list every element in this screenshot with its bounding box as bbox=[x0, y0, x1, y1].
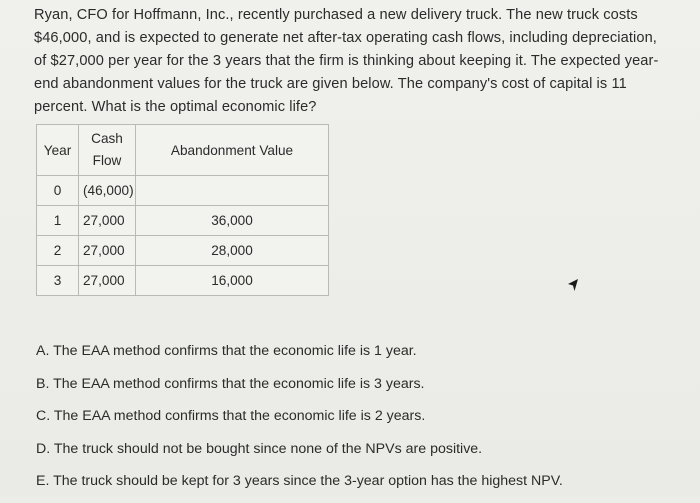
cell-cash-flow: 27,000 bbox=[79, 266, 136, 296]
question-line: end abandonment values for the truck are given below. The company's cost of capital is 11 bbox=[34, 76, 627, 92]
answer-options bbox=[36, 340, 563, 503]
option-a[interactable]: A. The EAA method confirms that the economic life is 1 year. bbox=[36, 343, 417, 359]
question-line: $46,000, and is expected to generate net after-tax operating cash flows, including depreciation, bbox=[34, 30, 657, 46]
cell-year: 2 bbox=[37, 236, 79, 266]
header-abandonment-value: Abandonment Value bbox=[136, 125, 329, 176]
header-year: Year bbox=[37, 125, 79, 176]
header-cash-line1: Cash bbox=[91, 131, 123, 146]
cell-cash-flow: (46,000) bbox=[79, 176, 136, 206]
table-row bbox=[37, 206, 329, 236]
table-row bbox=[37, 176, 329, 206]
cell-year: 3 bbox=[37, 266, 79, 296]
table-row bbox=[37, 266, 329, 296]
table-header-row bbox=[37, 125, 329, 176]
header-cash-flow bbox=[79, 125, 136, 176]
table-row bbox=[37, 236, 329, 266]
cell-abandonment bbox=[136, 176, 329, 206]
cell-year: 0 bbox=[37, 176, 79, 206]
question-text bbox=[34, 4, 674, 119]
header-cash-line2: Flow bbox=[92, 153, 122, 168]
option-d[interactable]: D. The truck should not be bought since none of the NPVs are positive. bbox=[36, 440, 483, 457]
cell-abandonment: 28,000 bbox=[136, 236, 329, 266]
option-b[interactable]: B. The EAA method confirms that the economic life is 3 years. bbox=[36, 375, 425, 392]
option-e[interactable]: E. The truck should be kept for 3 years since the 3-year option has the highest NPV. bbox=[36, 473, 563, 489]
option-c[interactable]: C. The EAA method confirms that the economic life is 2 years. bbox=[36, 408, 426, 424]
cell-abandonment: 16,000 bbox=[136, 266, 329, 296]
cell-year: 1 bbox=[37, 206, 79, 236]
cell-cash-flow: 27,000 bbox=[79, 236, 136, 266]
cash-flow-table bbox=[36, 124, 329, 296]
question-line: percent. What is the optimal economic life? bbox=[34, 99, 317, 115]
question-line: Ryan, CFO for Hoffmann, Inc., recently purchased a new delivery truck. The new truck costs bbox=[34, 7, 638, 23]
question-line: of $27,000 per year for the 3 years that the firm is thinking about keeping it. The expected year- bbox=[34, 53, 659, 69]
mouse-pointer-icon bbox=[566, 278, 580, 294]
cell-abandonment: 36,000 bbox=[136, 206, 329, 236]
cell-cash-flow: 27,000 bbox=[79, 206, 136, 236]
